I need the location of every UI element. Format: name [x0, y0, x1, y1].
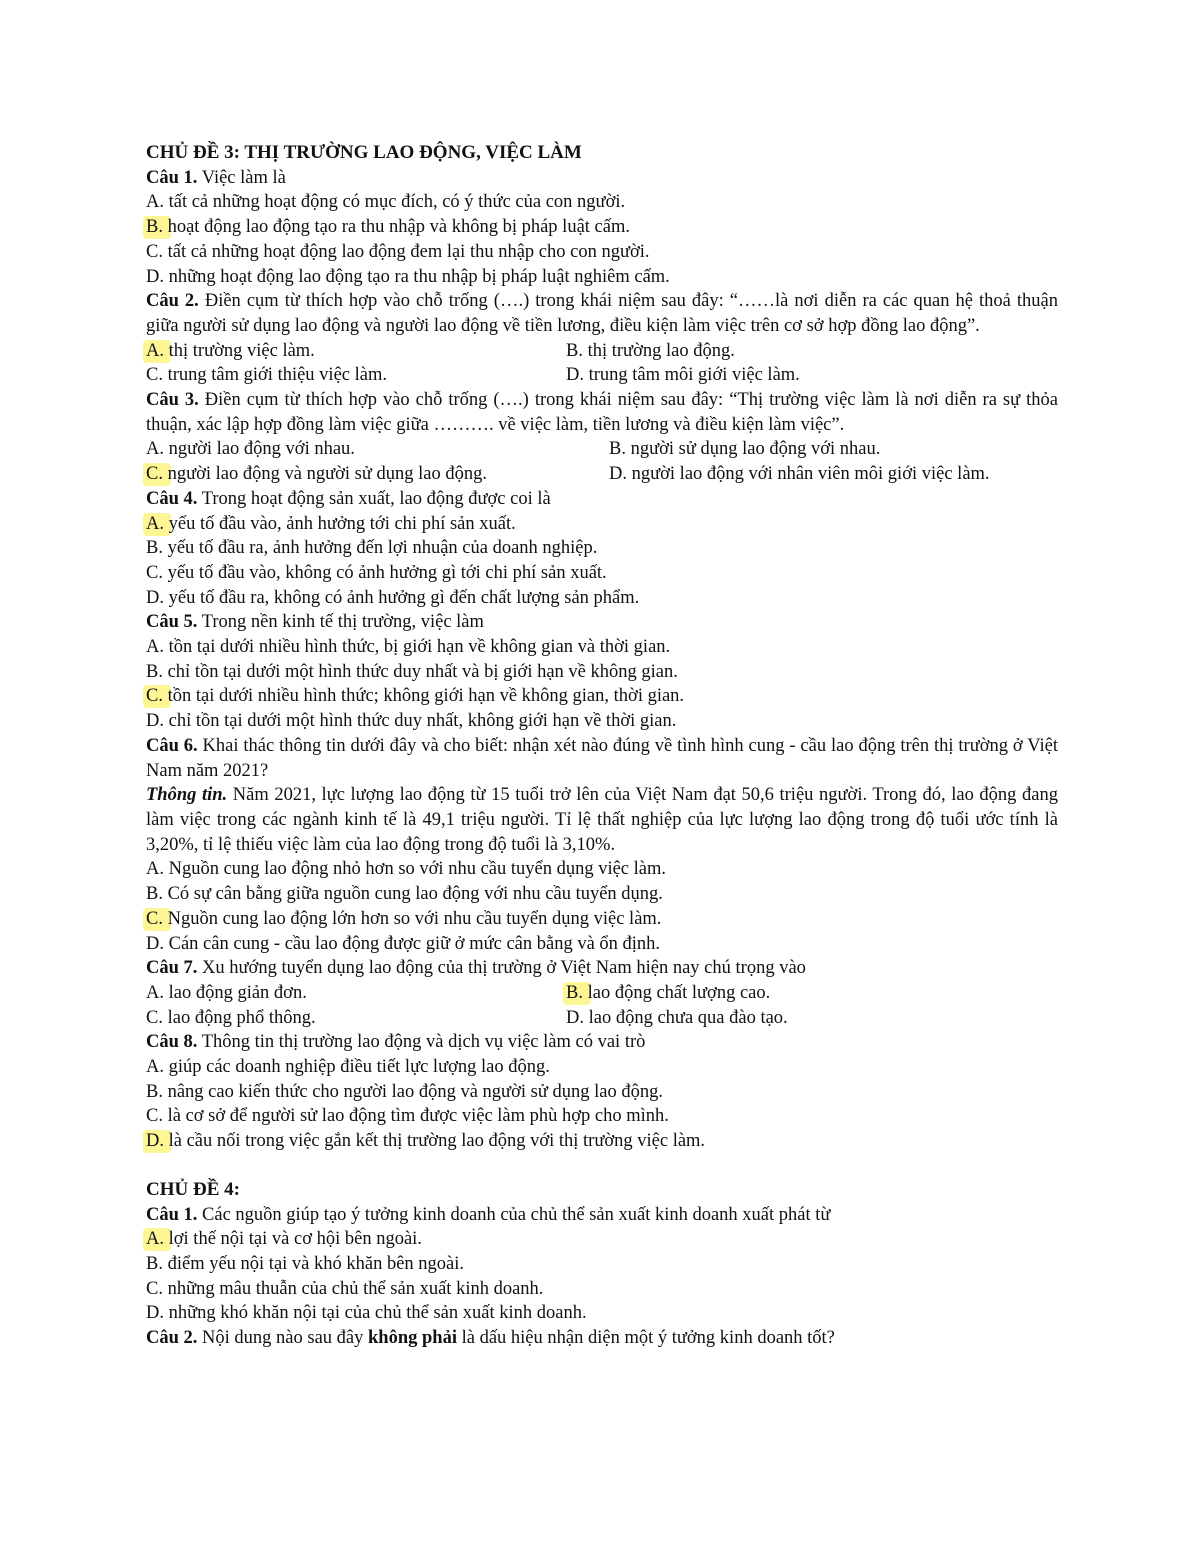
- info-box: [146, 783, 1058, 857]
- option-a: A. tất cả những hoạt động có mục đích, có ý thức của con người.: [146, 192, 626, 213]
- option-a-correct: A. thị trường việc làm.: [146, 339, 566, 364]
- option-b: B. yếu tố đầu ra, ảnh hưởng đến lợi nhuận của doanh nghiệp.: [146, 538, 598, 559]
- question-text: Khai thác thông tin dưới đây và cho biết: nhận xét nào đúng về tình hình cung - cầu lao động trên thị trường ở Việt Nam năm 2021?: [146, 735, 1058, 781]
- question-label: Câu 4.: [146, 488, 198, 509]
- info-label: Thông tin.: [146, 785, 228, 806]
- question-text: Thông tin thị trường lao động và dịch vụ việc làm có vai trò: [197, 1032, 646, 1053]
- question-text: Trong nền kinh tế thị trường, việc làm: [197, 612, 484, 633]
- option-b: B. Có sự cân bằng giữa nguồn cung lao động với nhu cầu tuyển dụng.: [146, 884, 663, 905]
- options-row: [146, 363, 1058, 388]
- question-text: Các nguồn giúp tạo ý tưởng kinh doanh của chủ thể sản xuất kinh doanh xuất phát từ: [197, 1204, 831, 1225]
- question-text: Điền cụm từ thích hợp vào chỗ trống (….) trong khái niệm sau đây: “Thị trường việc làm là nơi diễn ra sự thỏa thuận, xác lập hợp đồng làm việc giữa ………. về việc làm, tiền lương và điều kiện làm việc”.: [146, 390, 1058, 435]
- option-a: A. giúp các doanh nghiệp điều tiết lực lượng lao động.: [146, 1057, 550, 1078]
- question-text: Điền cụm từ thích hợp vào chỗ trống (….) trong khái niệm sau đây: “……là nơi diễn ra các quan hệ thoả thuận giữa người sử dụng lao động và người lao động về tiền lương, điều kiện làm việc trên cơ sở hợp đồng lao động”.: [146, 291, 1058, 336]
- question-label: Câu 6.: [146, 735, 198, 756]
- option-b: B. thị trường lao động.: [566, 340, 735, 361]
- option-d: D. trung tâm môi giới việc làm.: [566, 365, 800, 386]
- option-c: C. yếu tố đầu vào, không có ảnh hưởng gì tới chi phí sản xuất.: [146, 562, 607, 583]
- options-row: [146, 339, 1058, 364]
- question-label: Câu 1.: [146, 1204, 198, 1225]
- question-4: [146, 487, 1058, 512]
- option-a: A. Nguồn cung lao động nhỏ hơn so với nhu cầu tuyển dụng việc làm.: [146, 859, 667, 880]
- option-b-correct: B. hoạt động lao động tạo ra thu nhập và không bị pháp luật cấm.: [146, 215, 1058, 240]
- option-c-correct: C. tồn tại dưới nhiều hình thức; không giới hạn về không gian, thời gian.: [146, 684, 1058, 709]
- info-text: Năm 2021, lực lượng lao động từ 15 tuổi trở lên của Việt Nam đạt 50,6 triệu người. Trong đó, lao động đang làm việc trong các ngành kinh tế là 49,1 triệu người. Tỉ lệ thất nghiệp của lực lượng lao động trong độ tuổi ước tính là 3,20%, tỉ lệ thiếu việc làm của lao động trong độ tuổi là 3,10%.: [146, 785, 1058, 855]
- option-c: C. là cơ sở để người sử lao động tìm được việc làm phù hợp cho mình.: [146, 1106, 669, 1127]
- question-label: Câu 5.: [146, 612, 198, 633]
- question-6: [146, 734, 1058, 783]
- option-d: D. những hoạt động lao động tạo ra thu nhập bị pháp luật nghiêm cấm.: [146, 266, 670, 287]
- option-a-correct: A. lợi thế nội tại và cơ hội bên ngoài.: [146, 1227, 1058, 1252]
- option-d: D. người lao động với nhân viên môi giới việc làm.: [609, 464, 990, 485]
- topic-3-title: CHỦ ĐỀ 3: THỊ TRƯỜNG LAO ĐỘNG, VIỆC LÀM: [146, 142, 582, 163]
- option-b: B. chỉ tồn tại dưới một hình thức duy nhất và bị giới hạn về không gian.: [146, 661, 678, 682]
- question-5: [146, 610, 1058, 635]
- question-text: Việc làm là: [197, 167, 286, 188]
- option-a: A. lao động giản đơn.: [146, 982, 307, 1003]
- question-label: Câu 2.: [146, 1328, 198, 1349]
- option-b-correct: B. lao động chất lượng cao.: [566, 981, 770, 1006]
- question-label: Câu 3.: [146, 390, 199, 411]
- question-1: [146, 166, 1058, 191]
- emphasis-text: không phải: [368, 1328, 457, 1349]
- option-d: D. những khó khăn nội tại của chủ thể sản xuất kinh doanh.: [146, 1303, 587, 1324]
- option-c: C. tất cả những hoạt động lao động đem lại thu nhập cho con người.: [146, 241, 650, 262]
- question-text: Xu hướng tuyển dụng lao động của thị trường ở Việt Nam hiện nay chú trọng vào: [197, 958, 806, 979]
- question-text: Nội dung nào sau đây: [197, 1328, 368, 1349]
- question-1: [146, 1203, 1058, 1228]
- options-row: [146, 437, 1058, 462]
- option-c-correct: C. người lao động và người sử dụng lao động.: [146, 462, 609, 487]
- option-c: C. trung tâm giới thiệu việc làm.: [146, 365, 387, 386]
- options-row: [146, 981, 1058, 1006]
- options-row: [146, 462, 1058, 487]
- question-label: Câu 1.: [146, 167, 198, 188]
- option-c: C. lao động phổ thông.: [146, 1007, 316, 1028]
- option-b: B. nâng cao kiến thức cho người lao động và người sử dụng lao động.: [146, 1081, 663, 1102]
- option-c: C. những mâu thuẫn của chủ thể sản xuất kinh doanh.: [146, 1278, 544, 1299]
- question-2: [146, 289, 1058, 338]
- option-b: B. người sử dụng lao động với nhau.: [609, 439, 881, 460]
- option-a: A. tồn tại dưới nhiều hình thức, bị giới hạn về không gian và thời gian.: [146, 637, 671, 658]
- document-page: [146, 141, 1058, 1351]
- option-d-correct: D. là cầu nối trong việc gắn kết thị trường lao động với thị trường việc làm.: [146, 1129, 1058, 1154]
- topic-4-title: CHỦ ĐỀ 4:: [146, 1178, 240, 1200]
- option-d: D. Cán cân cung - cầu lao động được giữ ở mức cân bằng và ổn định.: [146, 933, 661, 954]
- question-text: Trong hoạt động sản xuất, lao động được coi là: [197, 488, 551, 509]
- option-a: A. người lao động với nhau.: [146, 439, 355, 460]
- option-d: D. lao động chưa qua đào tạo.: [566, 1007, 788, 1028]
- options-row: [146, 1006, 1058, 1031]
- question-3: [146, 388, 1058, 437]
- question-label: Câu 2.: [146, 291, 199, 312]
- option-b: B. điểm yếu nội tại và khó khăn bên ngoài.: [146, 1253, 465, 1274]
- option-d: D. chỉ tồn tại dưới một hình thức duy nhất, không giới hạn về thời gian.: [146, 711, 677, 732]
- option-a-correct: A. yếu tố đầu vào, ảnh hưởng tới chi phí sản xuất.: [146, 512, 1058, 537]
- question-8: [146, 1030, 1058, 1055]
- option-c-correct: C. Nguồn cung lao động lớn hơn so với nhu cầu tuyển dụng việc làm.: [146, 907, 1058, 932]
- section-spacer: [146, 1154, 1058, 1178]
- option-d: D. yếu tố đầu ra, không có ảnh hưởng gì đến chất lượng sản phẩm.: [146, 587, 640, 608]
- question-2: [146, 1326, 1058, 1351]
- question-text-end: là dấu hiệu nhận diện một ý tưởng kinh doanh tốt?: [456, 1328, 835, 1349]
- question-7: [146, 956, 1058, 981]
- question-label: Câu 8.: [146, 1032, 198, 1053]
- question-label: Câu 7.: [146, 958, 198, 979]
